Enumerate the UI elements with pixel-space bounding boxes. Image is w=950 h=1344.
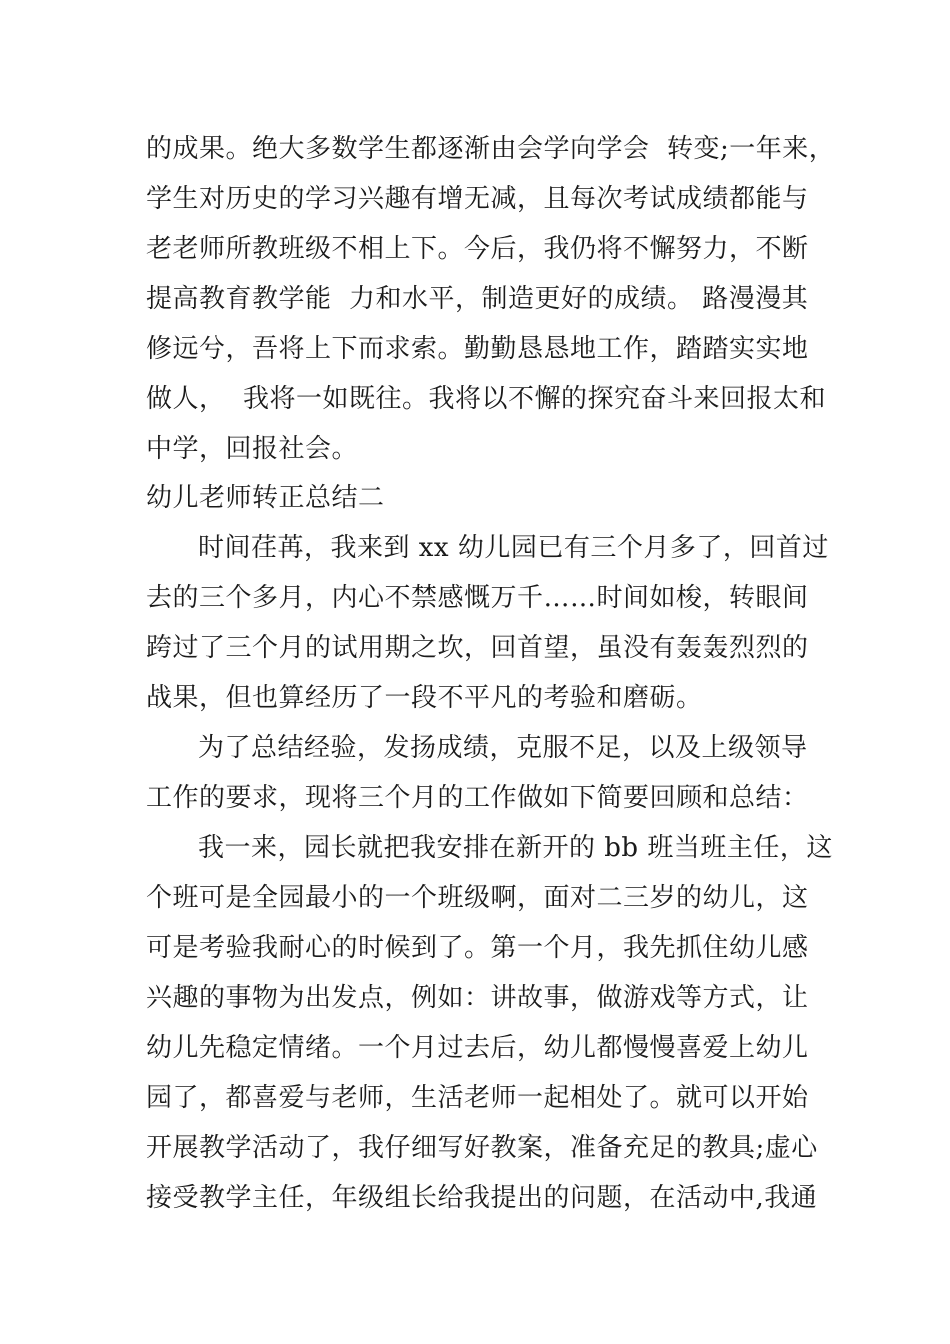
text-line: 修远兮，吾将上下而求索。勤勤恳恳地工作，踏踏实实地 <box>146 334 809 364</box>
text-line: 中学，回报社会。 <box>146 434 359 464</box>
text-line: 园了，都喜爱与老师，生活老师一起相处了。就可以开始 <box>146 1083 809 1113</box>
section-heading: 幼儿老师转正总结二 <box>146 483 385 513</box>
text-line: 提高教育教学能 力和水平，制造更好的成绩。 路漫漫其 <box>146 284 809 314</box>
text-line: 的成果。绝大多数学生都逐渐由会学向学会 转变;一年来， <box>146 134 836 164</box>
text-line: 兴趣的事物为出发点，例如：讲故事，做游戏等方式，让 <box>146 983 809 1013</box>
text-line: 为了总结经验，发扬成绩，克服不足，以及上级领导 <box>198 733 808 763</box>
text-line: 老老师所教班级不相上下。今后，我仍将不懈努力，不断 <box>146 234 809 264</box>
text-line: 个班可是全园最小的一个班级啊，面对二三岁的幼儿，这 <box>146 883 809 913</box>
text-line: 战果，但也算经历了一段不平凡的考验和磨砺。 <box>146 683 703 713</box>
text-line: 幼儿先稳定情绪。一个月过去后，幼儿都慢慢喜爱上幼儿 <box>146 1033 809 1063</box>
text-line: 做人， 我将一如既往。我将以不懈的探究奋斗来回报太和 <box>146 384 827 414</box>
text-line: 接受教学主任，年级组长给我提出的问题，在活动中,我通 <box>146 1183 818 1213</box>
text-line: 我一来，园长就把我安排在新开的 bb 班当班主任，这 <box>198 833 833 863</box>
text-line: 开展教学活动了，我仔细写好教案，准备充足的教具;虚心 <box>146 1133 818 1163</box>
text-line: 跨过了三个月的试用期之坎，回首望，虽没有轰轰烈烈的 <box>146 633 809 663</box>
text-line: 时间荏苒，我来到 xx 幼儿园已有三个月多了，回首过 <box>198 533 829 563</box>
text-line: 学生对历史的学习兴趣有增无减，且每次考试成绩都能与 <box>146 184 809 214</box>
text-line: 可是考验我耐心的时候到了。第一个月，我先抓住幼儿感 <box>146 933 809 963</box>
text-line: 去的三个多月，内心不禁感慨万千……时间如梭，转眼间 <box>146 583 809 613</box>
text-line: 工作的要求，现将三个月的工作做如下简要回顾和总结： <box>146 783 809 813</box>
